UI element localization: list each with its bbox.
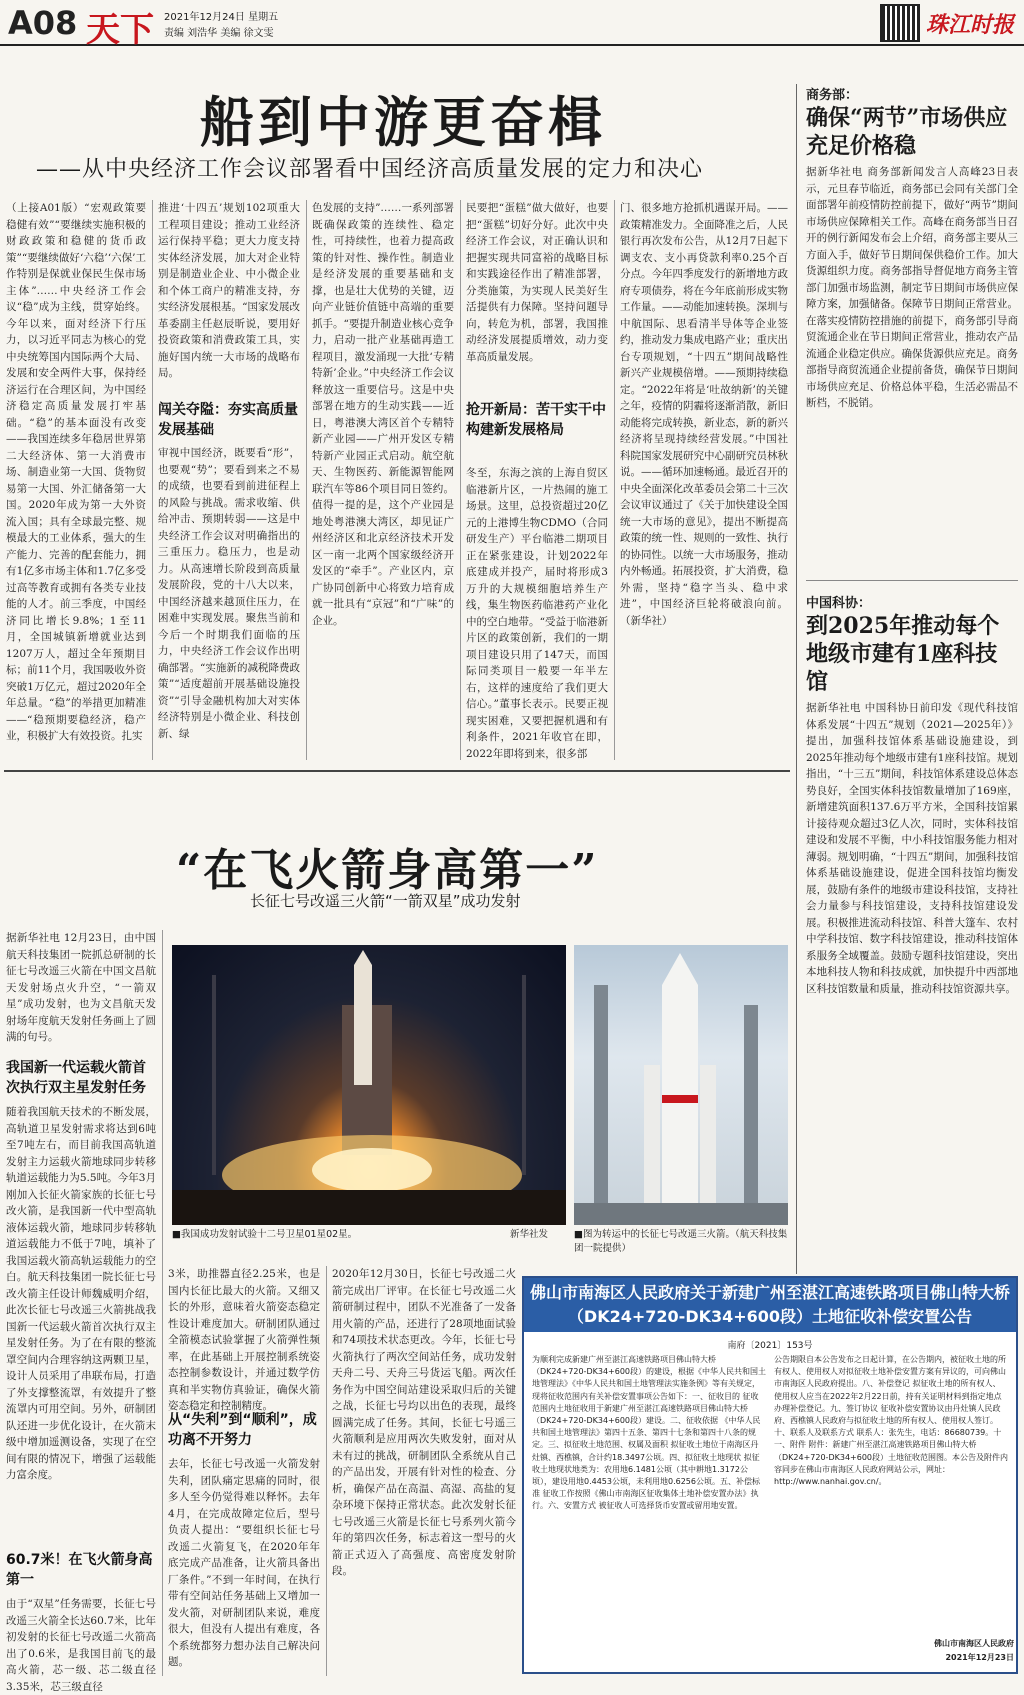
notice-date: 2021年12月23日 xyxy=(945,1653,1014,1662)
lead-headline: 船到中游更奋楫 xyxy=(200,90,606,154)
rocket-section-heading-1: 我国新一代运载火箭首次执行双主星发射任务 xyxy=(6,1060,146,1096)
column-divider xyxy=(152,200,153,760)
rocket-section-heading-2: 60.7米！在飞火箭身高第一 xyxy=(6,1552,153,1588)
photo-1-caption: ■我国成功发射试验十二号卫星01星02星。 xyxy=(172,1229,358,1240)
editors-credit: 责编 刘浩华 美编 徐文雯 xyxy=(164,28,274,39)
notice-number: 南府〔2021〕153号 xyxy=(727,1341,813,1351)
column-divider xyxy=(326,1266,327,1676)
column-divider xyxy=(162,930,163,1676)
photo-2-caption: ■图为转运中的长征七号改遥三火箭。（航天科技集团一院提供） xyxy=(574,1229,788,1254)
sidebar-1-title: 确保“两节”市场供应充足价格稳 xyxy=(806,105,1008,159)
page-number: A08 xyxy=(8,4,78,42)
story-divider xyxy=(4,770,790,772)
rocket-text-2: 由于“双星”任务需要，长征七号改遥三火箭全长达60.7米，比年初发射的长征七号改遥二火箭高出了0.6米，是我国目前飞的最高火箭，芯一级、芯二级直径3.35米，芯三级直径 xyxy=(6,1598,156,1693)
lead-column-1: （上接A01版）“宏观政策要稳健有效”“要继续实施积极的财政政策和稳健的货币政策”“要继续做好‘六稳’‘六保’工作特别是保就业保民生保市场主体”……中央经济工作会议“稳”成为主线，贯穿始终。今年以来，面对经济下行压力，以习近平同志为核心的党中央统筹国内国际两个大局、发展和安全两件大事，保持经济运行在合理区间，为中国经济稳定高质量发展打牢基础。“稳”的基本面没有改变——我国连续多年稳居世界第二大经济体、第一大消费市场、制造业第一大国、货物贸易第一大国、外汇储备第一大国。2020年成为第一大外资流入国；具有全球最完整、规模最大的工业体系，强大的生产能力、完善的配套能力，拥有1亿多市场主体和1.7亿多受过高等教育或拥有各类专业技能的人才。前三季度，中国经济同比增长9.8%；1至11月，全国城镇新增就业达到1207万人，超过全年预期目标；前11个月，我国吸收外资突破1万亿元，超过2020年全年总量。“稳”的举措更加精准——“稳预期要稳经济，稳产业，积极扩大有效投资。扎实 xyxy=(6,202,146,742)
notice-column-1: 为顺利完成新建广州至湛江高速铁路项目佛山特大桥（DK24+720-DK34+600段）的建设，根据《中华人民共和国土地管理法》《中华人民共和国土地管理法实施条例》等有关规定，现将征收范围内有关补偿安置事项公告如下：一、征收目的 征收范围内土地征收用于新建广州至湛江高速铁路项目佛山特大桥（DK24+720-DK34+600段）建设。二、征收依据 《中华人民共和国土地管理法》第四十五条、第四十七条和第四十八条的规定。三、拟征收土地范围、权属及面积 拟征收土地位于南海区丹灶镇、西樵镇，合计约18.3497公顷。四、拟征收土地现状 拟征收土地现状地类为：农用地6.1481公顷（其中耕地1.3172公顷），建设用地0.4453公顷，未利用地0.6256公顷。五、补偿标准 征收工作按照《佛山市南海区征收集体土地补偿安置办法》执行。六、安置方式 被征收人可选择货币安置或留用地安置。 xyxy=(532,1355,767,1511)
rocket-column-2: 3米，助推器直径2.25米，也是国内长征比最大的火箭。又细又长的外形，意味着火箭姿态稳定性设计难度加大。研制团队通过全箭模态试验掌握了火箭弹性频率，在此基础上开展控制系统姿态控制参数设计，并通过数学仿真和半实物仿真验证，确保火箭姿态稳定和控制精度。 xyxy=(168,1268,320,1412)
qr-code-icon xyxy=(880,4,920,42)
column-divider xyxy=(306,200,307,760)
sidebar-divider-h xyxy=(806,580,1018,581)
rocket-column-2b: 去年，长征七号改遥一火箭发射失利，团队痛定思痛的同时，很多人至今仍觉得难以释怀。去年4月，在完成故障定位后，型号负责人提出：“要组织长征七号改遥二火箭复飞，在2020年年底完成产品准备，让火箭具备出厂条件。”不到一年时间，在执行带有空间站任务基础上又增加一发火箭，对研制团队来说，难度很大，但没有人提出有难度，各个系统都努力想办法自己解决问题。 xyxy=(168,1458,320,1668)
section-name: 天下 xyxy=(86,10,154,50)
rocket-transfer-photo xyxy=(574,945,788,1225)
government-notice xyxy=(522,1276,1018,1674)
column-divider xyxy=(460,200,461,760)
sidebar-1-kicker: 商务部： xyxy=(806,88,859,103)
lead-column-2: 推进‘十四五’规划102项重大工程项目建设；推动工业经济运行保持平稳；更大力度支持实体经济发展，加大对企业特别是制造业企业、中小微企业和个体工商户的精准支持，夯实经济发展根基。“国家发展改革委副主任赵辰昕说，要用好投资政策和消费政策工具，实施好国内统一大市场的战略布局。 xyxy=(158,202,300,379)
sidebar-1-text: 据新华社电 商务部新闻发言人高峰23日表示，元旦春节临近，商务部已会同有关部门全面部署年前疫情防控前提下，做好“两节”期间市场供应保障相关工作。高峰在商务部当日召开的例行新闻发布会上介绍，商务部主要从三方面入手，做好节日期间保供稳价工作。加大货源组织力度。商务部指导督促地方商务主管部门加强市场监测，制定节日期间市场供应保障方案，加强储备。保障节日期间正常营业。在落实疫情防控措施的前提下，商务部引导商贸流通企业在节日期间正常营业，推动农产品流通企业稳定供应。确保货源供应充足。商务部指导商贸流通企业提前备货，确保节日期间市场供应充足、价格总体平稳，生活必需品不断档，不脱销。 xyxy=(806,166,1018,409)
lead-column-3: 色发展的支持”……一系列部署既确保政策的连续性、稳定性，可持续性，也着力提高政策的针对性、操作性。制造业是经济发展的重要基础和支撑，也是壮大优势的关键，迈向产业链价值链中高端的重要抓手。“要提升制造业核心竞争力，启动一批产业基础再造工程项目，激发涌现一大批‘专精特新’企业。”中央经济工作会议释放这一重要信号。这是中央部署在地方的生动实践——近日，粤港澳大湾区首个专精特新产业园——广州开发区专精特新产业园正式启动。航空航天、生物医药、新能源智能网联汽车等86个项目同日签约。值得一提的是，这个产业园是地处粤港澳大湾区，却见证广州经济区和北京经济技术开发区一南一北两个国家级经济开发区的“牵手”。产业区内，京广协同创新中心将致力培育成就一批具有“京冠”和“广味”的企业。 xyxy=(312,202,454,627)
rocket-transfer-graphic xyxy=(574,945,788,1225)
rocket-section-heading-3: 从“失利”到“顺利”，成功离不开努力 xyxy=(168,1412,317,1448)
sidebar-2-title: 到2025年推动每个地级市建有1座科技馆 xyxy=(806,613,1000,695)
lead-section-heading-1: 闯关夺隘：夯实高质量发展基础 xyxy=(158,402,298,438)
rocket-intro: 据新华社电 12月23日，由中国航天科技集团一院抓总研制的长征七号改遥三火箭在中国文昌航天发射场点火升空，“一箭双星”成功发射，也为文昌航天发射场年度航天发射任务画上了圆满的句号。 xyxy=(6,932,156,1043)
launch-photo-graphic xyxy=(172,945,566,1225)
lead-subheadline: ——从中央经济工作会议部署看中国经济高质量发展的定力和决心 xyxy=(36,157,704,182)
sidebar-2-text: 据新华社电 中国科协日前印发《现代科技馆体系发展“十四五”规划（2021—2025年）》提出，加强科技馆体系基础设施建设，到2025年推动每个地级市建有1座科技馆。规划指出，“十三五”期间，科技馆体系建设总体态势良好，全国实体科技馆数量增加了169座，新增建筑面积137.6万平方米，全国科技馆累计接待观众超过3亿人次，同时，实体科技馆建设和发展不平衡，中小科技馆服务能力相对薄弱。规划明确，“十四五”期间，加强科技馆体系基础设施建设，促进全国科技馆均衡发展，鼓励有条件的地级市建设科技馆，支持社会力量参与科技馆建设，支持科技馆建设发展。积极推进流动科技馆、科普大篷车、农村中学科技馆、数字科技馆建设，推动科技馆体系服务全域覆盖。鼓励专题科技馆建设，突出本地科技人物和科技成就，加快提升中西部地区科技馆数量和质量，推动科技馆资源共享。 xyxy=(806,702,1018,995)
lead-column-4: 民要把“蛋糕”做大做好，也要把“蛋糕”切好分好。此次中央经济工作会议，对正确认识和把握实现共同富裕的战略目标和实践途径作出了精准部署，分类施策，为实现人民美好生活提供有力保障。坚持问题导向，转危为机，部署，我国推动经济发展提质增效，动力变革高质量发展。 xyxy=(466,202,608,363)
sidebar-divider xyxy=(796,84,797,1274)
sidebar-2-kicker: 中国科协： xyxy=(806,596,872,611)
notice-signature: 佛山市南海区人民政府 xyxy=(934,1639,1014,1648)
rocket-text-1: 随着我国航天技术的不断发展，高轨道卫星发射需求将达到6吨至7吨左右，而目前我国高轨道发射主力运载火箭地球同步转移轨道运载能力为5.5吨。今年3月刚加入长征火箭家族的长征七号改火箭，是我国新一代中型高轨液体运载火箭，地球同步转移轨道运载能力不低于7吨，填补了我国运载火箭高轨运载能力的空白。航天科技集团一院长征七号改火箭主任设计师魏威明介绍，此次长征七号改遥三火箭挑战我国新一代运载火箭首次执行双主星发射任务。为了在有限的整流罩空间内合理容纳这两颗卫星，设计人员采用了串联布局，打造了外支撑整流罩，有效提升了整流罩内可用空间。另外，研制团队还进一步优化设计，在火箭末级中增加遥测设备，实现了在空间有限的情况下，增强了运载能力富余度。 xyxy=(6,1106,156,1481)
lead-column-2b: 审视中国经济，既要看“形”，也要观“势”；要看到来之不易的成绩，也要看到前进征程上的风险与挑战。需求收缩、供给冲击、预期转弱——这是中央经济工作会议对明确指出的三重压力。稳压力，也是动力。从高速增长阶段到高质量发展阶段，党的十八大以来，中国经济越来越顶住压力，在困难中实现发展。聚焦当前和今后一个时期我们面临的压力，中央经济工作会议作出明确部署。“实施新的减税降费政策”“适度超前开展基础设施投资”“引导金融机构加大对实体经济特别是小微企业、科技创新、绿 xyxy=(158,447,300,740)
lead-column-5: 门、很多地方抢抓机遇谋开局。——政策精准发力。全面降准之后，人民银行再次发布公告，从12月7日起下调支农、支小再贷款利率0.25个百分点。今年四季度发行的新增地方政府专项债券，将在今年底前形成实物工作量。——动能加速转换。深圳与中航国际、思看清半导体等企业签约，推动发力集成电路产业；重庆出台专项规划，“十四五”期间战略性新兴产业规模倍增。——预期持续稳定。“2022年将是‘吐故纳新’的关键之年，疫情的阴霾将逐渐消散，新旧动能将完成转换，新业态，新的新兴经济将呈现持续经营发展。”中国社科院国家发展研究中心副研究员林秋说。——循环加速畅通。最近召开的中央全面深化改革委员会第二十三次会议审议通过了《关于加快建设全国统一大市场的意见》，提出不断提高政策的统一性、规则的一致性、执行的协同性。以统一大市场服务，推动内外畅通。拓展投资，扩大消费，稳外需，坚持“稳字当头、稳中求进”，中国经济巨轮将破浪向前。（新华社） xyxy=(620,202,788,627)
launch-photo xyxy=(172,945,566,1225)
photo-1-credit: 新华社发 xyxy=(510,1229,549,1240)
rocket-headline: “在飞火箭身高第一” xyxy=(176,845,599,896)
lead-column-4b: 冬至，东海之滨的上海自贸区临港新片区，一片热闹的施工场景。这里，总投资超过20亿元的上港博生物CDMO（合同研发生产）平台临港二期项目正在紧张建设，计划2022年底建成并投产，届时将形成3万升的大规模细胞培养生产线，集生物医药临港药产业化中的空白地带。“受益于临港新片区的政策创新，我们的一期项目建设只用了147天，而国际同类项目一般要一年半左右，这样的速度给了我们更大信心。”董事长表示。民要正视现实困难，又要把握机遇和有利条件，2021年收官在即，2022年即将到来，很多部 xyxy=(466,467,608,760)
rocket-column-3: 2020年12月30日，长征七号改遥二火箭完成出厂评审。在长征七号改遥二火箭研制过程中，团队不光准备了一发备用火箭的产品，还进行了28项地面试验和74项技术状态更改。今年，长征七号火箭执行了两次空间站任务，成功发射天舟二号、天舟三号货运飞船。两次任务作为中国空间站建设采取归后的关键之战，长征七号均以出色的表现，最终圆满完成了任务。其间，长征七号遥三火箭顺利是应用两次失败发射，面对从未有过的挑战，研制团队全系统从自己的产品出发，开展有针对性的检查、分析，确保产品在高温、高湿、高盐的复杂环境下保持正常状态。此次发射长征七号改遥三火箭是长征七号系列火箭今年的第四次任务，标志着这一型号的火箭正式迈入了高强度、高密度发射阶段。 xyxy=(332,1268,516,1577)
notice-column-2: 公告期限自本公告发布之日起计算，在公告期内，被征收土地的所有权人、使用权人对拟征收土地补偿安置方案有异议的，可向佛山市南海区人民政府提出。八、补偿登记 拟征收土地的所有权人、使用权人应当在2022年2月22日前，持有关证明材料到指定地点办理补偿登记。九、签订协议 征收补偿安置协议由丹灶镇人民政府、西樵镇人民政府与拟征收土地的所有权人、使用权人签订。十、联系人及联系方式 联系人：张先生，电话：86680739。十一、附件 附件：新建广州至湛江高速铁路项目佛山特大桥（DK24+720-DK34+600段）土地征收范围图。本公告及附件内容同步在佛山市南海区人民政府网站公示，网址：http://www.nanhai.gov.cn/。 xyxy=(774,1355,1009,1487)
newspaper-logo: 珠江时报 xyxy=(926,12,1015,38)
lead-section-heading-2: 抢开新局：苦干实干中构建新发展格局 xyxy=(466,402,606,438)
column-divider xyxy=(614,200,615,760)
issue-date: 2021年12月24日 星期五 xyxy=(164,12,279,23)
notice-title: 佛山市南海区人民政府关于新建广州至湛江高速铁路项目佛山特大桥（DK24+720-DK34+600段）土地征收补偿安置公告 xyxy=(524,1278,1016,1332)
rocket-subheadline: 长征七号改遥三火箭“一箭双星”成功发射 xyxy=(250,892,521,910)
